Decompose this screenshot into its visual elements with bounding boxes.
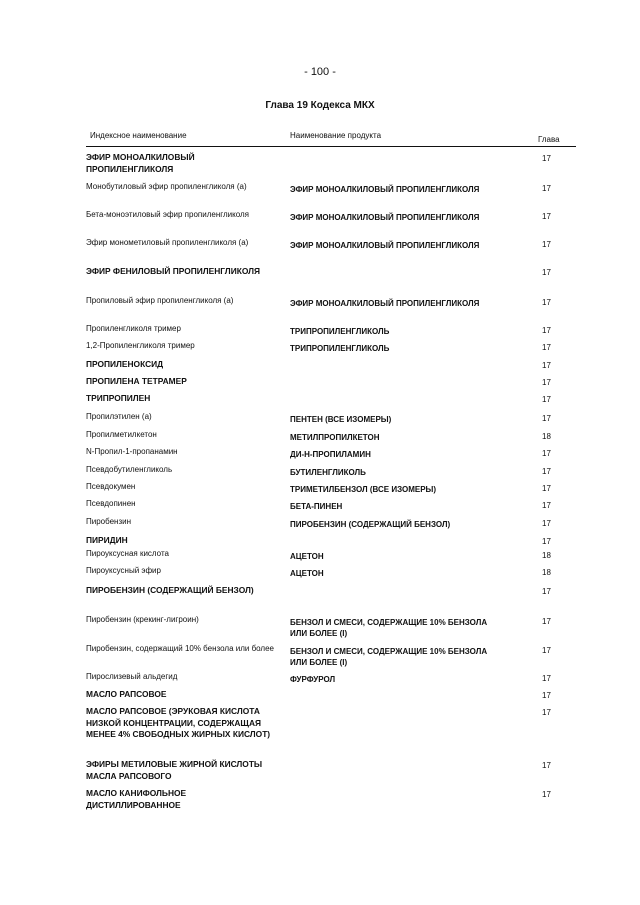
chapter-cell: 17	[542, 537, 551, 546]
index-name-cell: Пироуксусный эфир	[86, 566, 161, 575]
index-name-cell: Псевдокумен	[86, 482, 136, 491]
index-name-cell: ПРОПИЛЕНА ТЕТРАМЕР	[86, 376, 187, 386]
chapter-cell: 18	[542, 432, 551, 441]
chapter-cell: 17	[542, 587, 551, 596]
index-name-cell: Псевдобутиленгликоль	[86, 465, 173, 474]
index-name-cell: Пирослизевый альдегид	[86, 672, 178, 681]
index-name-cell: МАСЛО КАНИФОЛЬНОЕ ДИСТИЛЛИРОВАННОЕ	[86, 788, 187, 810]
chapter-cell: 18	[542, 551, 551, 560]
chapter-cell: 17	[542, 708, 551, 717]
index-name-cell: Пропиленгликоля тример	[86, 324, 181, 333]
chapter-cell: 17	[542, 484, 551, 493]
chapter-title: Глава 19 Кодекса МКХ	[265, 100, 375, 111]
product-name-cell: ЭФИР МОНОАЛКИЛОВЫЙ ПРОПИЛЕНГЛИКОЛЯ	[290, 185, 480, 194]
index-name-cell: Пропиловый эфир пропиленгликоля (а)	[86, 296, 234, 305]
product-name-cell: БЕТА-ПИНЕН	[290, 502, 343, 511]
product-name-cell: БЕНЗОЛ И СМЕСИ, СОДЕРЖАЩИЕ 10% БЕНЗОЛА ИЛИ БОЛЕЕ (I)	[290, 647, 488, 667]
product-name-cell: ЭФИР МОНОАЛКИЛОВЫЙ ПРОПИЛЕНГЛИКОЛЯ	[290, 213, 480, 222]
index-name-cell: Пропилметилкетон	[86, 430, 157, 439]
chapter-cell: 17	[542, 343, 551, 352]
chapter-cell: 17	[542, 790, 551, 799]
chapter-cell: 17	[542, 449, 551, 458]
page-number: - 100 -	[304, 66, 336, 78]
product-name-cell: ЭФИР МОНОАЛКИЛОВЫЙ ПРОПИЛЕНГЛИКОЛЯ	[290, 299, 480, 308]
chapter-cell: 17	[542, 298, 551, 307]
product-name-cell: ПИРОБЕНЗИН (СОДЕРЖАЩИЙ БЕНЗОЛ)	[290, 520, 451, 529]
chapter-cell: 17	[542, 674, 551, 683]
chapter-cell: 17	[542, 395, 551, 404]
product-name-cell: ЭФИР МОНОАЛКИЛОВЫЙ ПРОПИЛЕНГЛИКОЛЯ	[290, 241, 480, 250]
index-name-cell: ПИРИДИН	[86, 535, 128, 545]
product-name-cell: ТРИМЕТИЛБЕНЗОЛ (ВСЕ ИЗОМЕРЫ)	[290, 485, 437, 494]
index-name-cell: ПРОПИЛЕНОКСИД	[86, 359, 164, 369]
chapter-cell: 17	[542, 212, 551, 221]
index-name-cell: Пиробензин	[86, 517, 132, 526]
chapter-cell: 17	[542, 501, 551, 510]
index-name-cell: Пиробензин (крекинг-лигроин)	[86, 615, 199, 624]
product-name-cell: ТРИПРОПИЛЕНГЛИКОЛЬ	[290, 327, 390, 336]
chapter-cell: 17	[542, 240, 551, 249]
header-product-name: Наименование продукта	[290, 131, 382, 140]
index-name-cell: МАСЛО РАПСОВОЕ (ЭРУКОВАЯ КИСЛОТА НИЗКОЙ КОНЦЕНТРАЦИИ, СОДЕРЖАЩАЯ МЕНЕЕ 4% СВОБОДНЫХ ЖИРНЫХ КИСЛОТ)	[86, 706, 271, 739]
product-name-cell: ПЕНТЕН (ВСЕ ИЗОМЕРЫ)	[290, 415, 392, 424]
index-name-cell: Пропилэтилен (а)	[86, 412, 152, 421]
chapter-cell: 17	[542, 519, 551, 528]
product-name-cell: АЦЕТОН	[290, 569, 324, 578]
index-name-cell: 1,2-Пропиленгликоля тример	[86, 341, 195, 350]
chapter-cell: 17	[542, 268, 551, 277]
index-name-cell: ЭФИР МОНОАЛКИЛОВЫЙ ПРОПИЛЕНГЛИКОЛЯ	[86, 152, 195, 174]
chapter-cell: 17	[542, 617, 551, 626]
chapter-cell: 18	[542, 568, 551, 577]
chapter-cell: 17	[542, 761, 551, 770]
chapter-cell: 17	[542, 326, 551, 335]
chapter-cell: 17	[542, 414, 551, 423]
product-name-cell: БУТИЛЕНГЛИКОЛЬ	[290, 468, 366, 477]
chapter-cell: 17	[542, 646, 551, 655]
product-name-cell: ДИ-Н-ПРОПИЛАМИН	[290, 450, 371, 459]
index-name-cell: ТРИПРОПИЛЕН	[86, 393, 151, 403]
index-name-cell: Монобутиловый эфир пропиленгликоля (а)	[86, 182, 247, 191]
product-name-cell: ТРИПРОПИЛЕНГЛИКОЛЬ	[290, 344, 390, 353]
chapter-cell: 17	[542, 154, 551, 163]
index-name-cell: ПИРОБЕНЗИН (СОДЕРЖАЩИЙ БЕНЗОЛ)	[86, 585, 254, 595]
index-name-cell: Псевдопинен	[86, 499, 136, 508]
product-name-cell: БЕНЗОЛ И СМЕСИ, СОДЕРЖАЩИЕ 10% БЕНЗОЛА ИЛИ БОЛЕЕ (I)	[290, 618, 488, 638]
product-name-cell: АЦЕТОН	[290, 552, 324, 561]
chapter-cell: 17	[542, 691, 551, 700]
chapter-cell: 17	[542, 184, 551, 193]
index-name-cell: МАСЛО РАПСОВОЕ	[86, 689, 167, 699]
product-name-cell: ФУРФУРОЛ	[290, 675, 336, 684]
index-name-cell: N-Пропил-1-пропанамин	[86, 447, 178, 456]
chapter-cell: 17	[542, 361, 551, 370]
index-name-cell: Эфир монометиловый пропиленгликоля (а)	[86, 238, 249, 247]
index-name-cell: ЭФИРЫ МЕТИЛОВЫЕ ЖИРНОЙ КИСЛОТЫ МАСЛА РАПСОВОГО	[86, 759, 263, 781]
index-name-cell: Бета-моноэтиловый эфир пропиленгликоля	[86, 210, 249, 219]
chapter-cell: 17	[542, 378, 551, 387]
header-index-name: Индексное наименование	[90, 131, 187, 140]
chapter-cell: 17	[542, 467, 551, 476]
index-name-cell: Пироуксусная кислота	[86, 549, 169, 558]
index-name-cell: ЭФИР ФЕНИЛОВЫЙ ПРОПИЛЕНГЛИКОЛЯ	[86, 266, 261, 276]
index-name-cell: Пиробензин, содержащий 10% бензола или более	[86, 644, 274, 653]
header-chapter: Глава	[538, 135, 560, 144]
product-name-cell: МЕТИЛПРОПИЛКЕТОН	[290, 433, 380, 442]
